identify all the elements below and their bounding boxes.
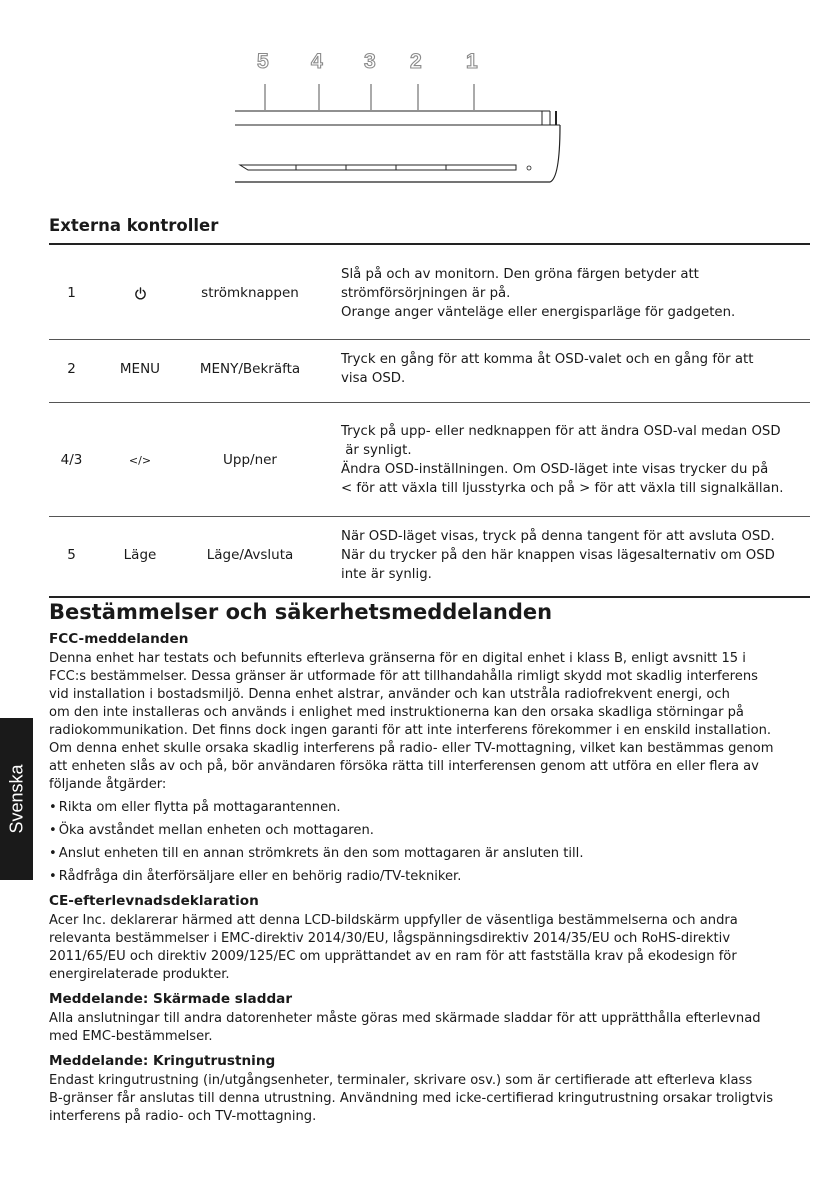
control-description: [341, 350, 806, 388]
paragraph-line: Endast kringutrustning (in/utgångsenheter, terminaler, skrivare osv.) som är certifierade att efterleva klass: [49, 1073, 753, 1088]
description-line: är synligt.: [341, 443, 412, 458]
callout-2: 2: [410, 50, 422, 73]
control-number: 1: [67, 285, 76, 301]
row-divider: [49, 516, 810, 517]
shielded-cables-heading: Meddelande: Skärmade sladdar: [49, 991, 293, 1007]
control-symbol: [95, 285, 185, 301]
paragraph-line: med EMC-bestämmelser.: [49, 1029, 213, 1044]
control-row-power: [49, 260, 810, 326]
control-number: 5: [67, 547, 76, 563]
description-line: Orange anger vänteläge eller energisparläge för gadgeten.: [341, 304, 736, 320]
description-line: inte är synlig.: [341, 566, 432, 582]
monitor-button-diagram: [220, 48, 580, 198]
ce-heading: CE-efterlevnadsdeklaration: [49, 893, 259, 909]
paragraph-line: vid installation i bostadsmiljö. Denna enhet alstrar, använder och kan utstråla radiofrekvent energi, och: [49, 687, 730, 702]
power-icon: [134, 287, 147, 300]
paragraph-line: Denna enhet har testats och befunnits efterleva gränserna för en digital enhet i klass B, enligt avsnitt 15 i: [49, 651, 746, 666]
description-line: < för att växla till ljusstyrka och på > för att växla till signalkällan.: [341, 481, 784, 496]
external-controls-heading: Externa kontroller: [49, 216, 219, 235]
paragraph-line: energirelaterade produkter.: [49, 967, 230, 982]
paragraph-line: att enheten slås av och på, bör användaren försöka rätta till interferensen genom att utföra en eller flera av: [49, 759, 759, 774]
language-label: Svenska: [6, 764, 26, 834]
callout-4: 4: [311, 50, 323, 73]
control-number: 4/3: [60, 452, 83, 468]
control-number: 2: [67, 361, 76, 377]
description-line: Tryck på upp- eller nedknappen för att ändra OSD-val medan OSD: [341, 424, 781, 439]
control-name: Läge/Avsluta: [206, 547, 294, 563]
control-name: MENY/Bekräfta: [199, 361, 301, 377]
callout-3: 3: [364, 50, 376, 73]
description-line: visa OSD.: [341, 371, 406, 386]
description-line: Slå på och av monitorn. Den gröna färgen betyder att: [341, 266, 699, 282]
heading-rule: [49, 243, 810, 245]
description-line: När du trycker på den här knappen visas lägesalternativ om OSD: [341, 547, 775, 563]
control-description: [341, 265, 806, 322]
regulations-body: [49, 630, 819, 1126]
control-row-updown: [49, 420, 810, 500]
peripheral-heading: Meddelande: Kringutrustning: [49, 1053, 276, 1069]
regulations-heading: Bestämmelser och säkerhetsmeddelanden: [49, 600, 553, 624]
paragraph-line: Om denna enhet skulle orsaka skadlig interferens på radio- eller TV-mottagning, vilket kan bestämmas genom: [49, 741, 774, 756]
control-symbol: MENU: [119, 361, 161, 377]
bullet-item: • Rådfråga din återförsäljare eller en behörig radio/TV-tekniker.: [49, 868, 819, 886]
paragraph-line: 2011/65/EU och direktiv 2009/125/EC om upprättandet av en ram för att fastställa krav på ekodesign för: [49, 949, 737, 964]
control-name: Upp/ner: [223, 452, 277, 468]
callout-1: 1: [466, 50, 478, 73]
control-row-mode: [49, 525, 810, 585]
monitor-outline: [220, 48, 580, 198]
description-line: strömförsörjningen är på.: [341, 285, 511, 301]
table-bottom-rule: [49, 596, 810, 598]
callout-5: 5: [257, 50, 269, 73]
paragraph-line: radiokommunikation. Det finns dock ingen garanti för att inte interferens förekommer i en enskild installation.: [49, 723, 772, 738]
paragraph-line: relevanta bestämmelser i EMC-direktiv 2014/30/EU, lågspänningsdirektiv 2014/35/EU och RoHS-direktiv: [49, 931, 731, 946]
paragraph-line: interferens på radio- och TV-mottagning.: [49, 1109, 317, 1124]
control-description: [341, 422, 806, 498]
paragraph-line: B-gränser får anslutas till denna utrustning. Användning med icke-certifierad kringutrustning orsakar troligtvis: [49, 1091, 774, 1106]
description-line: När OSD-läget visas, tryck på denna tangent för att avsluta OSD.: [341, 528, 775, 544]
control-row-menu: [49, 346, 810, 392]
control-symbol: </>: [128, 453, 152, 467]
bullet-item: • Rikta om eller flytta på mottagarantennen.: [49, 799, 819, 817]
control-name: strömknappen: [201, 285, 299, 301]
row-divider: [49, 339, 810, 340]
bullet-item: • Öka avståndet mellan enheten och mottagaren.: [49, 822, 819, 840]
description-line: Ändra OSD-inställningen. Om OSD-läget inte visas trycker du på: [341, 462, 769, 477]
paragraph-line: FCC:s bestämmelser. Dessa gränser är utformade för att tillhandahålla rimligt skydd mot skadlig interferens: [49, 669, 758, 684]
paragraph-line: följande åtgärder:: [49, 777, 167, 792]
row-divider: [49, 402, 810, 403]
paragraph-line: Acer Inc. deklarerar härmed att denna LCD-bildskärm uppfyller de väsentliga bestämmelserna och andra: [49, 913, 738, 928]
control-description: [341, 527, 806, 584]
language-side-tab: [0, 718, 33, 880]
control-symbol: Läge: [123, 547, 157, 563]
fcc-heading: FCC-meddelanden: [49, 631, 189, 647]
bullet-item: • Anslut enheten till en annan strömkrets än den som mottagaren är ansluten till.: [49, 845, 819, 863]
paragraph-line: om den inte installeras och används i enlighet med instruktionerna kan den orsaka skadliga störningar på: [49, 705, 744, 720]
paragraph-line: Alla anslutningar till andra datorenheter måste göras med skärmade sladdar för att upprätthålla efterlevnad: [49, 1011, 761, 1026]
description-line: Tryck en gång för att komma åt OSD-valet och en gång för att: [341, 352, 754, 367]
